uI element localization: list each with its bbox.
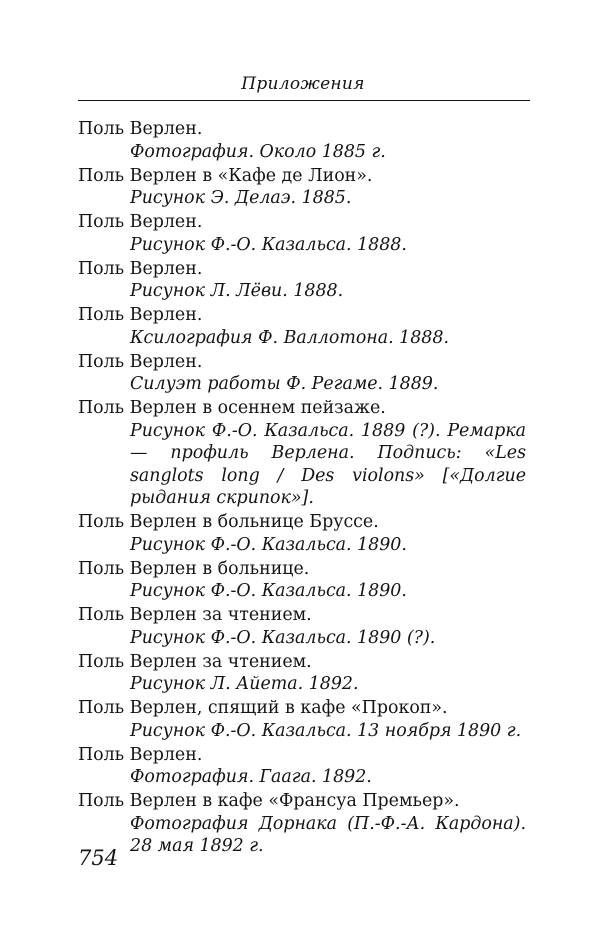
entry-caption: Рисунок Л. Лёви. 1888.: [130, 281, 344, 301]
entry-caption: Фотография. Гаага. 1892.: [130, 767, 372, 787]
entry-title: Поль Верлен за чтением.: [78, 605, 312, 625]
list-item: [78, 118, 538, 163]
entry-caption: Фотография. Около 1885 г.: [130, 141, 386, 162]
list-item: [78, 351, 538, 396]
running-header: Приложения: [241, 74, 365, 94]
header-rule: [78, 100, 530, 101]
entry-caption: Рисунок Ф.-О. Казальса. 13 ноября 1890 г.: [130, 720, 522, 741]
entry-caption: Рисунок Ф.-О. Казальса. 1890 (?).: [130, 627, 436, 648]
entry-title: Поль Верлен, спящий в кафе «Прокоп».: [78, 698, 448, 718]
entry-title: Поль Верлен в «Кафе де Лион».: [78, 165, 373, 186]
entry-caption: Рисунок Л. Айета. 1892.: [130, 674, 359, 694]
entry-caption: Ксилография Ф. Валлотона. 1888.: [130, 327, 449, 348]
entry-title: Поль Верлен за чтением.: [78, 651, 312, 672]
entry-title: Поль Верлен.: [78, 258, 203, 279]
entry-title: Поль Верлен в больнице Бруссе.: [78, 512, 379, 532]
entry-caption: Рисунок Ф.-О. Казальса. 1888.: [130, 234, 407, 255]
entry-title: Поль Верлен.: [78, 119, 203, 139]
entry-caption: Рисунок Э. Делаэ. 1885.: [130, 188, 352, 208]
entry-title: Поль Верлен в больнице.: [78, 558, 310, 579]
list-item: [78, 744, 538, 789]
list-item: [78, 511, 538, 556]
entry-title: Поль Верлен.: [78, 744, 203, 765]
page-number: 754: [78, 846, 119, 870]
list-item: [78, 211, 538, 256]
list-item: [78, 558, 538, 603]
entry-caption: Силуэт работы Ф. Регаме. 1889.: [130, 374, 439, 394]
entry-caption: Рисунок Ф.-О. Казальса. 1890.: [130, 534, 407, 555]
entry-caption: Рисунок Ф.-О. Казальса. 1889 (?). Ремарка — профиль Верлена. Подпись: «Les sanglots long / Des violons» [«Долгие рыдания скрипок»].: [130, 420, 526, 508]
list-item: [78, 397, 538, 510]
list-item: [78, 651, 538, 696]
list-item: [78, 304, 538, 349]
entry-title: Поль Верлен.: [78, 351, 203, 372]
list-item: [78, 258, 538, 303]
entry-title: Поль Верлен в осеннем пейзаже.: [78, 398, 386, 418]
entry-title: Поль Верлен.: [78, 212, 203, 232]
entry-caption: Фотография Дорнака (П.-Ф.-А. Кардона). 28 мая 1892 г.: [130, 813, 526, 856]
list-item: [78, 697, 538, 742]
illustration-list: [78, 118, 538, 859]
list-item: [78, 790, 538, 858]
list-item: [78, 604, 538, 649]
entry-title: Поль Верлен.: [78, 305, 203, 325]
list-item: [78, 165, 538, 210]
entry-title: Поль Верлен в кафе «Франсуа Премьер».: [78, 791, 460, 811]
entry-caption: Рисунок Ф.-О. Казальса. 1890.: [130, 581, 407, 601]
